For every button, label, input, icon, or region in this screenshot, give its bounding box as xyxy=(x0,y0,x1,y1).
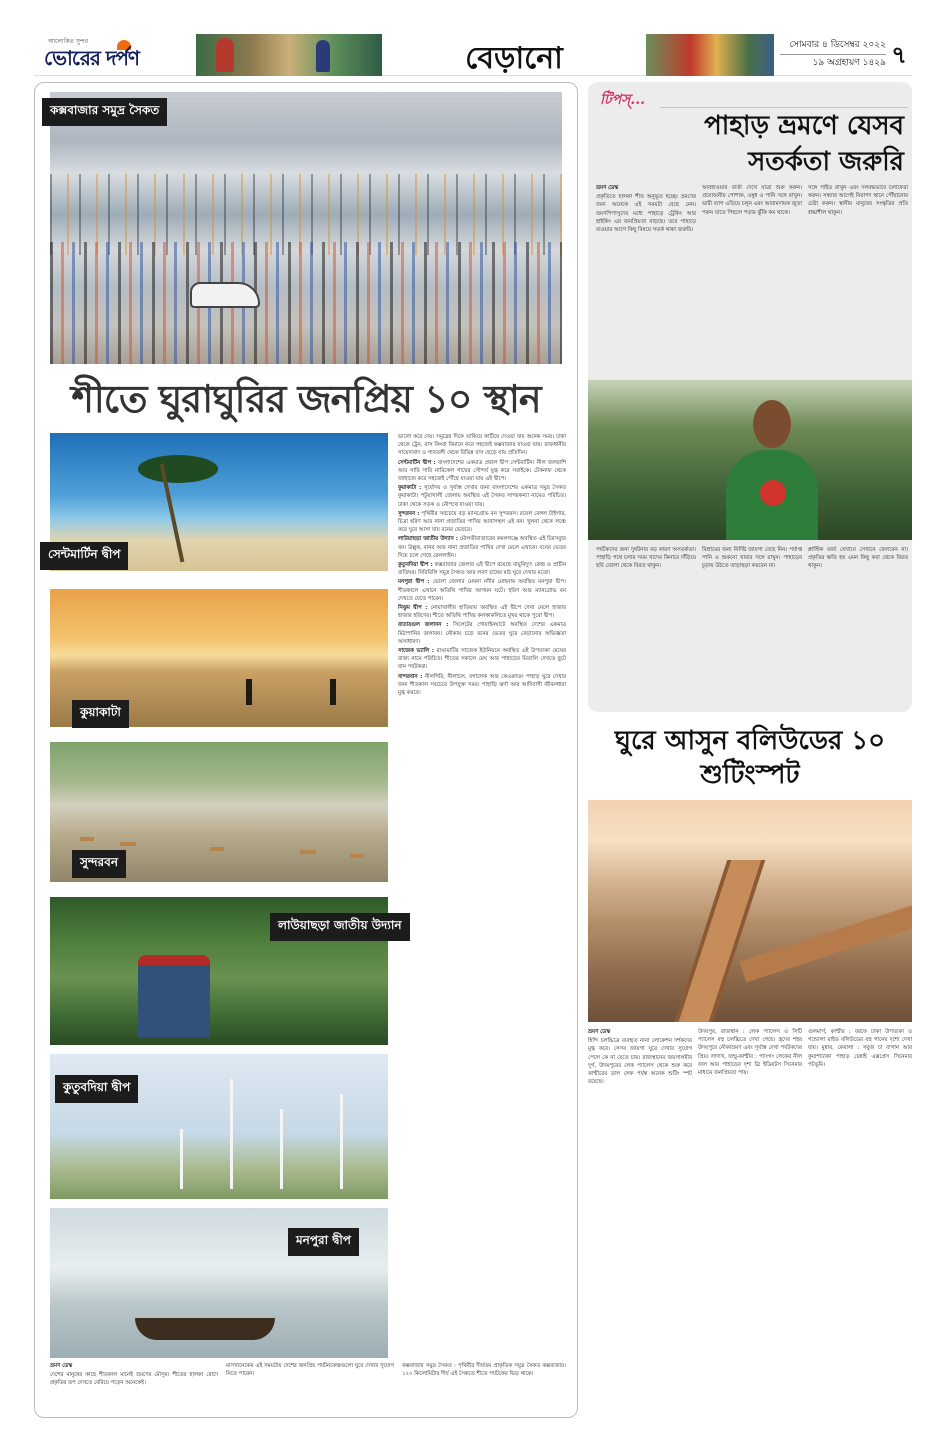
footer-text: কক্সবাজার সমুদ্র সৈকত : পৃথিবীর দীর্ঘতম প্রাকৃতিক সমুদ্র সৈকত কক্সবাজার। ১২০ কিলোমিটার দীর্ঘ এই সৈকতে শীতে পর্যটকের ভিড় থাকে। xyxy=(402,1363,566,1378)
place-paragraph: মনপুরা দ্বীপ : ভোলা জেলার মেঘনা নদীর মোহনায় অবস্থিত মনপুরা দ্বীপ। শীতকালে এখানে অতিথি পাখির আগমন ঘটে। হরিণ আর ম্যানগ্রোভ বন দেখতে যেতে পারেন। xyxy=(398,579,566,602)
byline: ভ্রমণ ডেস্ক xyxy=(596,185,619,191)
place-paragraph: নিঝুম দ্বীপ : নোয়াখালীর হাতিয়ায় অবস্থিত এই দ্বীপে দেখা মেলে হাজার হাজার হরিণের। শীতে অতিথি পাখির কলকাকলিতে মুখর থাকে পুরো দ্বীপ। xyxy=(398,605,566,620)
header-photo-strip-left xyxy=(196,34,382,76)
place-paragraph: বান্দরবান : নীলগিরি, নীলাচল, বগালেক আর কেওক্রাডং পাহাড় ঘুরে দেখার জন্য শীতকাল সবচেয়ে উপযুক্ত সময়। পাহাড়ি ঝর্ণা আর আদিবাসী জীবনধারা মুগ্ধ করবে। xyxy=(398,673,566,697)
caption-kuakata: কুয়াকাটা xyxy=(72,700,129,728)
date-bangla: ১৯ অগ্রহায়ণ ১৪২৯ xyxy=(780,54,886,72)
bollywood-col-2: উদয়পুর, রাজস্থান : লেক প্যালেস ও সিটি প্যালেস বহু চলচ্চিত্রে দেখা গেছে। হ্রদের শহর উদয়পুরে নৌকাভ্রমণ এবং সূর্যাস্ত দেখা পর্যটকদের প্রিয়। লাদাখ, জম্মু-কাশ্মীর : প্যাংগং লেকের নীল জল আর পাহাড়ের দৃশ্য থ্রি ইডিয়টস সিনেমার মাধ্যমে জনপ্রিয়তা পায়। xyxy=(698,1029,802,1077)
place-paragraph: লাউয়াছড়া জাতীয় উদ্যান : মৌলভীবাজারের কমলগঞ্জে অবস্থিত এই চিরসবুজ বন। উল্লুক, বানর আর নানা প্রজাতির পাখির দেখা মেলে এখানে। বনের ভেতর দিয়ে চলে গেছে রেললাইন। xyxy=(398,536,566,559)
footer-text: মাসখানেকের এই সময়টায় দেশের জনপ্রিয় পর্যটনকেন্দ্রগুলো ঘুরে দেখার সুযোগ নিতে পারেন। xyxy=(226,1363,394,1378)
header-photo-strip-right xyxy=(646,34,774,76)
article-title: শীতে ঘুরাঘুরির জনপ্রিয় ১০ স্থান xyxy=(71,376,541,421)
caption-monpura: মনপুরা দ্বীপ xyxy=(288,1228,359,1256)
tips-col-4: পর্যটকদের জন্য দুর্ঘটনার বড় কারণ অসতর্কতা। পাহাড়ি পথে চলার সময় খাদের কিনারে দাঁড়িয়ে ছবি তোলা থেকে বিরত থাকুন। xyxy=(596,547,696,570)
place-paragraph: কুতুবদিয়া দ্বীপ : কক্সবাজার জেলার এই দ্বীপে রয়েছে বায়ুবিদ্যুৎ কেন্দ্র ও প্রাচীন বাতিঘর। নিরিবিলি সমুদ্র সৈকত আর লবণ চাষের মাঠ ঘুরে দেখার মতো। xyxy=(398,562,566,577)
fort-photo xyxy=(588,800,912,1022)
tips-col-2: আবহাওয়ার বার্তা দেখে যাত্রা শুরু করুন। প্রয়োজনীয় পোশাক, ওষুধ ও পানি সঙ্গে রাখুন। ভারী ব্যাগ এড়িয়ে চলুন এবং আরামদায়ক জুতা পরুন যাতে পিছলে পড়ার ঝুঁকি কম থাকে। xyxy=(702,185,802,216)
tips-label: টিপস্‌... xyxy=(600,92,646,108)
date-english: সোমবার ৪ ডিসেম্বর ২০২২ xyxy=(789,40,886,50)
logo-text: ভোরের দর্পণ xyxy=(44,46,139,70)
tips-col-1: ভ্রমণ ডেস্ক প্রকৃতিতে হালকা শীত অনুভূত হচ্ছে। ভ্রমণের জন্য অনেকে এই সময়টা বেছে নেন। ভ্রমণপিপাসুদের মধ্যে পাহাড়ে ট্রেকিং আর হাইকিং এর জনপ্রিয়তা বাড়ছে। তবে পাহাড়ে যাওয়ার আগে কিছু বিষয়ে সতর্ক থাকা জরুরি। xyxy=(596,185,696,234)
caption-kutubdia: কুতুবদিয়া দ্বীপ xyxy=(55,1075,138,1103)
bollywood-col-1: ভ্রমণ ডেস্ক হিন্দি চলচ্চিত্রে ব্যবহৃত নানা লোকেশন দর্শকদের মুগ্ধ করে। সেসব জায়গা ঘুরে দেখার সুযোগ পেলে কে না যেতে চায়। রাজস্থানের জয়সালমীর দুর্গ, উদয়পুরের লেক প্যালেস থেকে শুরু করে কাশ্মীরের ডাল লেক পর্যন্ত অনেক শুটিং স্পট রয়েছে। xyxy=(588,1029,692,1086)
place-paragraph: সুন্দরবন : পৃথিবীর সবচেয়ে বড় ম্যানগ্রোভ বন সুন্দরবন। রয়েল বেঙ্গল টাইগার, চিত্রা হরিণ আর নানা প্রজাতির পাখির আবাসস্থল এই বন। খুলনা থেকে লঞ্চে করে ঘুরে আসা যায় বনের ভেতরে। xyxy=(398,510,566,534)
newspaper-logo[interactable] xyxy=(34,34,194,76)
hero-caption: কক্সবাজার সমুদ্র সৈকত xyxy=(42,98,167,126)
place-paragraph: সেন্টমার্টিন দ্বীপ : বাংলাদেশের একমাত্র প্রবাল দ্বীপ সেন্টমার্টিন। নীল জলরাশি আর সারি সারি নারিকেল গাছের সৌন্দর্য মুগ্ধ করে সবাইকে। টেকনাফ থেকে জাহাজে করে সহজেই পৌঁছে যাওয়া যায় এই দ্বীপে। xyxy=(398,459,566,483)
byline: ভ্রমণ ডেস্ক xyxy=(588,1029,611,1035)
intro-paragraph: ভালো করে দেয়। সমুদ্রের দিকে তাকিয়ে কাটিয়ে দেওয়া যায় অনেক সময়। ঢাকা থেকে ট্রেন, বাস কিংবা বিমানে করে সহজেই কক্সবাজার যাওয়া যায়। রাজধানীর সায়েদাবাদ ও গাবতলী থেকে বিভিন্ন বাস ছেড়ে যায় প্রতিদিন। xyxy=(398,434,566,457)
masthead xyxy=(34,34,912,76)
issue-date xyxy=(780,37,886,72)
logo-tagline: আলোকিত সুন্দর xyxy=(48,38,89,45)
tips-col-5: বিশ্রামের জন্য নির্দিষ্ট জায়গা বেছে নিন। পর্যাপ্ত পানি ও শুকনো খাবার সঙ্গে রাখুন। পাহাড়ের চূড়ায় উঠতে তাড়াহুড়া করবেন না। xyxy=(702,547,802,570)
left-footer-col-2 xyxy=(226,1362,394,1412)
page-number: ৭ xyxy=(891,41,907,69)
footer-text: দেশের মানুষের কাছে শীতকাল মানেই ভ্রমণের মৌসুম। শীতের হালকা রোদে প্রকৃতির রূপ দেখতে বেরিয়ে পড়েন অনেকেই। xyxy=(50,1372,218,1387)
traveler-portrait xyxy=(588,380,912,540)
place-paragraph: কুয়াকাটা : সূর্যোদয় ও সূর্যাস্ত দেখার জন্য বাংলাদেশের একমাত্র সমুদ্র সৈকত কুয়াকাটা। পটুয়াখালী জেলায় অবস্থিত এই সৈকত সাগরকন্যা নামেও পরিচিত। ঢাকা থেকে সড়ক ও নৌপথে যাওয়া যায়। xyxy=(398,485,566,508)
place-paragraph: রাতারগুল জলাবন : সিলেটের গোয়াইনঘাটে অবস্থিত দেশের একমাত্র মিঠাপানির জলাবন। নৌকায় চড়ে বনের ভেতর ঘুরে বেড়ানোর অভিজ্ঞতা অসাধারণ। xyxy=(398,622,566,645)
place-paragraph: সাজেক ভ্যালি : রাঙামাটির সাজেক ইউনিয়নে অবস্থিত এই উপত্যকা মেঘের রাজ্য নামে পরিচিত। শীতের সকালে মেঘ আর পাহাড়ের মিতালি দেখতে ছুটে যান পর্যটকরা। xyxy=(398,648,566,671)
bollywood-title: ঘুরে আসুন বলিউডের ১০ শুটিংস্পট xyxy=(614,726,886,790)
left-footer-col-1 xyxy=(50,1362,218,1412)
tips-title: পাহাড় ভ্রমণে যেসব সতর্কতা জরুরি xyxy=(704,111,904,177)
hero-photo xyxy=(50,92,562,364)
bollywood-col-3: গুলমার্গ, কাশ্মীর : বরফে ঢাকা উপত্যকা ও গন্ডোলা রাইড বলিউডের বহু গানের দৃশ্যে দেখা যায়। মুন্নার, কেরালা : সবুজ চা বাগান আর কুয়াশাঢাকা পাহাড় চেন্নাই এক্সপ্রেস সিনেমার পটভূমি। xyxy=(808,1029,912,1068)
caption-saint-martin: সেন্টমার্টিন দ্বীপ xyxy=(40,542,128,570)
left-footer-col-3 xyxy=(402,1362,566,1412)
left-article-body xyxy=(398,433,566,1358)
tips-col-6: প্লাস্টিক বর্জ্য যেখানে সেখানে ফেলবেন না। প্রকৃতির ক্ষতি হয় এমন কিছু করা থেকে বিরত থাকুন। xyxy=(808,547,908,570)
byline: ভ্রমণ ডেস্ক xyxy=(50,1363,73,1369)
caption-sundarbans: সুন্দরবন xyxy=(72,850,126,878)
tips-col-3: সঙ্গে গাইড রাখুন এবং দলবদ্ধভাবে চলাফেরা করুন। সন্ধ্যার আগেই নিরাপদ স্থানে পৌঁছানোর চেষ্টা করুন। স্থানীয় মানুষের সংস্কৃতির প্রতি শ্রদ্ধাশীল থাকুন। xyxy=(808,185,908,216)
section-title: বেড়ানো xyxy=(465,41,563,76)
caption-lawachara: লাউয়াছড়া জাতীয় উদ্যান xyxy=(270,913,410,941)
